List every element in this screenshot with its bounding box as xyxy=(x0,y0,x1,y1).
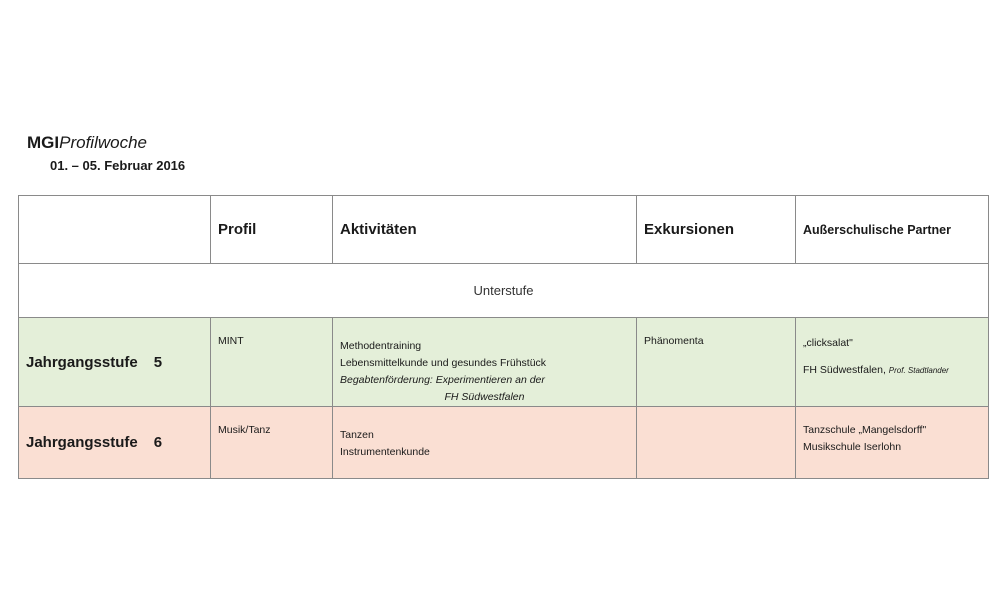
brand-name: MGI xyxy=(27,133,60,152)
section-row xyxy=(19,264,989,318)
activity-line: Begabtenförderung: Experimentieren an der xyxy=(340,374,545,386)
excursion-value: Phänomenta xyxy=(644,335,704,347)
page-title xyxy=(27,133,147,153)
grade-label xyxy=(19,318,211,407)
section-label: Unterstufe xyxy=(19,264,989,318)
grade-text: Jahrgangsstufe xyxy=(26,434,138,451)
partner-contact: Prof. Stadtlander xyxy=(888,366,949,375)
header-row xyxy=(19,196,989,264)
profil-cell xyxy=(211,407,333,479)
activities-cell xyxy=(333,318,637,407)
excursion-cell xyxy=(637,318,796,407)
column-header-activities: Aktivitäten xyxy=(333,196,637,264)
grade-text: Jahrgangsstufe xyxy=(26,353,138,371)
date-range: 01. – 05. Februar 2016 xyxy=(50,158,186,173)
partner-line: „clicksalat" xyxy=(803,337,853,349)
column-header-empty xyxy=(19,196,211,264)
excursion-value xyxy=(637,407,795,422)
activity-line: Instrumentenkunde xyxy=(340,446,430,458)
profil-value: MINT xyxy=(218,335,244,347)
excursion-cell xyxy=(637,407,796,479)
grade-number: 6 xyxy=(153,434,163,451)
activity-line: Methodentraining xyxy=(340,340,422,352)
activity-line: Tanzen xyxy=(340,429,374,441)
grade-label xyxy=(19,407,211,479)
profil-value: Musik/Tanz xyxy=(218,424,271,436)
partner-name: FH Südwestfalen, xyxy=(803,364,886,376)
profil-cell xyxy=(211,318,333,407)
profile-week-table xyxy=(18,195,989,479)
activities-cell xyxy=(333,407,637,479)
activity-line: FH Südwestfalen xyxy=(444,391,525,403)
table-row xyxy=(19,318,989,407)
table-row xyxy=(19,407,989,479)
column-header-partners: Außerschulische Partner xyxy=(796,196,989,264)
partner-line xyxy=(803,362,981,379)
partners-cell xyxy=(796,318,989,407)
column-header-profil: Profil xyxy=(211,196,333,264)
title-subtitle: Profilwoche xyxy=(59,133,147,152)
activity-line: Lebensmittelkunde und gesundes Frühstück xyxy=(340,357,547,369)
partners-cell xyxy=(796,407,989,479)
grade-number: 5 xyxy=(153,353,163,371)
column-header-excursions: Exkursionen xyxy=(637,196,796,264)
partner-line: Tanzschule „Mangelsdorff" xyxy=(803,424,927,436)
partner-line: Musikschule Iserlohn xyxy=(803,441,902,453)
